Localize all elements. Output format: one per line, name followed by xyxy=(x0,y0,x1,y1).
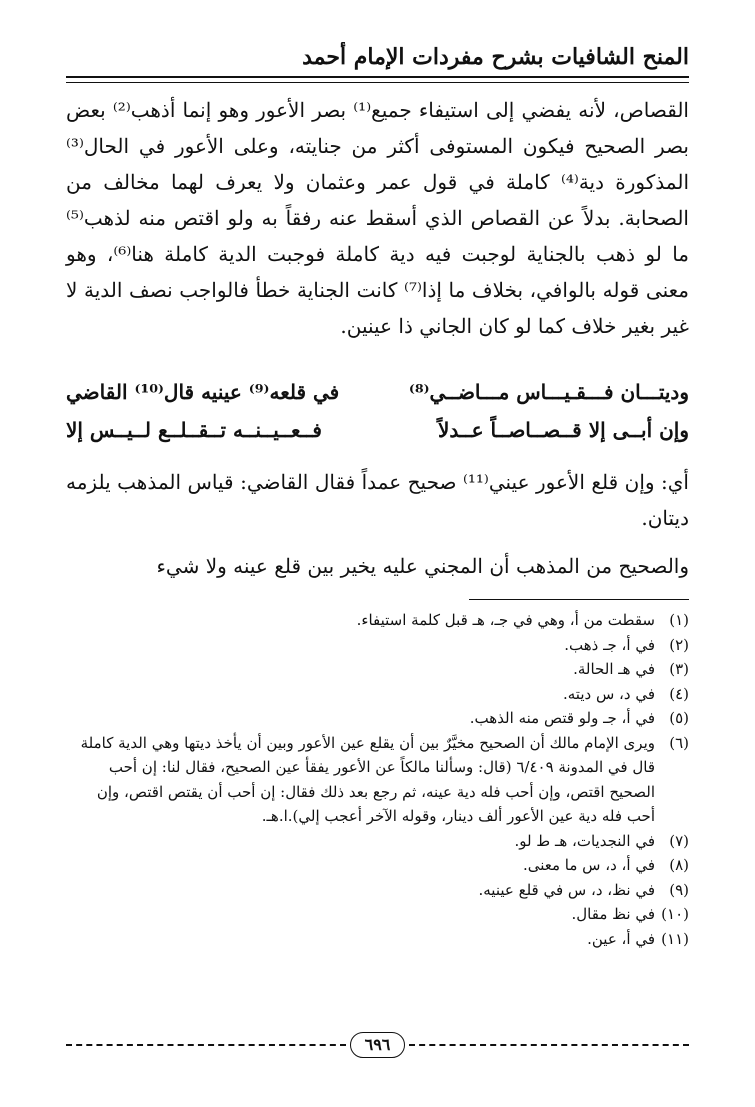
footnote-separator xyxy=(469,599,689,600)
body-paragraph: القصاص، لأنه يفضي إلى استيفاء جميع⁽¹⁾ بصر الأعور وهو إنما أذهب⁽²⁾ بعض بصر الصحيح فيكون المستوفى أكثر من جنايته، وعلى الأعور في الحال⁽³⁾ المذكورة دية⁽⁴⁾ كاملة في قول عمر وعثمان ولا يعرف لهما مخالف من الصحابة. بدلاً عن القصاص الذي أسقط عنه رفقاً به ولو اقتص منه لذهب⁽⁵⁾ ما لو ذهب بالجناية لوجبت فيه دية كاملة فوجبت الدية كاملة هنا⁽⁶⁾، وهو معنى قوله بالوافي، بخلاف ما إذا⁽⁷⁾ كانت الجناية خطأ فالواجب نصف الدية لا غير بغير خلاف كما لو كان الجاني ذا عينين. xyxy=(66,98,689,338)
running-header-title: المنح الشافيات بشرح مفردات الإمام أحمد xyxy=(302,44,689,70)
continuation-paragraph: والصحيح من المذهب أن المجني عليه يخير بين قلع عينه ولا شيء xyxy=(156,554,689,578)
verse-line-2-second-hemistich: فــعــيــنــه تــقــلــع لــيــس إلا xyxy=(66,418,322,442)
footnote-text: في نظ مقال. xyxy=(571,905,655,923)
verse-line-2 xyxy=(66,411,689,449)
footnote-number: (٢) xyxy=(669,635,689,654)
footnote-text: ويرى الإمام مالك أن الصحيح مخيَّرٌ بين أن يقلع عين الأعور وبين أن يأخذ ديتها وهي الدية كاملة قال في المدونة ٦/٤٠٩ (قال: وسألنا مالكاً عن الأعور يفقأ عين الصحيح، فقال لنا: إن أحب الصحيح اقتص، وإن أحب فله دية عينه، ثم رجع بعد ذلك فقال: إن أحب أن يقتص اقتص، وإن أحب فله دية عين الأعور ألف دينار، وقوله الآخر أعجب إلي).ا.هـ. xyxy=(80,733,655,825)
verse-line-1-first-hemistich: وديتـــان فـــقـيـــاس مـــاضــي⁽⁸⁾ xyxy=(408,380,689,404)
verse-block xyxy=(66,373,689,449)
footnote-text: سقطت من أ، وهي في جـ، هـ قبل كلمة استيفاء. xyxy=(356,611,655,629)
footnote-item xyxy=(66,829,689,854)
footnote-text: في د، س ديته. xyxy=(563,684,655,703)
footnote-number: (٩) xyxy=(669,880,689,899)
footnote-item xyxy=(66,706,689,731)
footnote-item xyxy=(66,633,689,658)
page-footer xyxy=(66,1030,689,1060)
footnote-text: في نظ، د، س في قلع عينيه. xyxy=(478,880,655,899)
footnote-item xyxy=(66,731,689,829)
footnote-number: (١٠) xyxy=(661,905,689,923)
footnote-number: (٥) xyxy=(669,709,689,727)
footnote-number: (٤) xyxy=(669,684,689,703)
footnote-text: في هـ الحالة. xyxy=(573,660,655,678)
footnote-number: (٦) xyxy=(669,733,689,752)
footnote-text: في النجديات، هـ ط لو. xyxy=(514,831,655,850)
footnote-item xyxy=(66,878,689,903)
header-rule-thin xyxy=(66,82,689,83)
footnote-item xyxy=(66,608,689,633)
footnote-number: (٣) xyxy=(669,660,689,678)
footnote-number: (١) xyxy=(669,611,689,629)
verse-line-1-second-hemistich: في قلعه⁽⁹⁾ عينيه قال⁽¹⁰⁾ القاضي xyxy=(66,380,340,404)
footnote-item xyxy=(66,657,689,682)
footnote-number: (٧) xyxy=(669,831,689,850)
footnote-item xyxy=(66,902,689,927)
footnotes-list xyxy=(66,608,689,951)
header-rule-thick xyxy=(66,76,689,78)
footnote-item xyxy=(66,682,689,707)
verse-line-1 xyxy=(66,373,689,411)
main-text xyxy=(66,92,689,344)
footer-dashed-rule-left xyxy=(66,1044,346,1046)
verse-line-2-first-hemistich: وإن أبــى إلا قــصــاصــاً عــدلاً xyxy=(437,418,689,442)
footer-dashed-rule-right xyxy=(409,1044,689,1046)
footnote-number: (٨) xyxy=(669,856,689,874)
footnote-item xyxy=(66,927,689,952)
footnote-item xyxy=(66,853,689,878)
footnote-text: في أ، جـ ولو قتص منه الذهب. xyxy=(469,709,655,727)
footnote-text: في أ، د، س ما معنى. xyxy=(522,856,655,874)
footnote-number: (١١) xyxy=(661,929,689,948)
explanation-paragraph: أي: وإن قلع الأعور عيني⁽¹¹⁾ صحيح عمداً فقال القاضي: قياس المذهب يلزمه ديتان. xyxy=(66,470,689,530)
page-number: ٦٩٦ xyxy=(350,1032,406,1058)
footnote-text: في أ، عين. xyxy=(587,929,655,948)
footnote-text: في أ، جـ ذهب. xyxy=(564,635,655,654)
